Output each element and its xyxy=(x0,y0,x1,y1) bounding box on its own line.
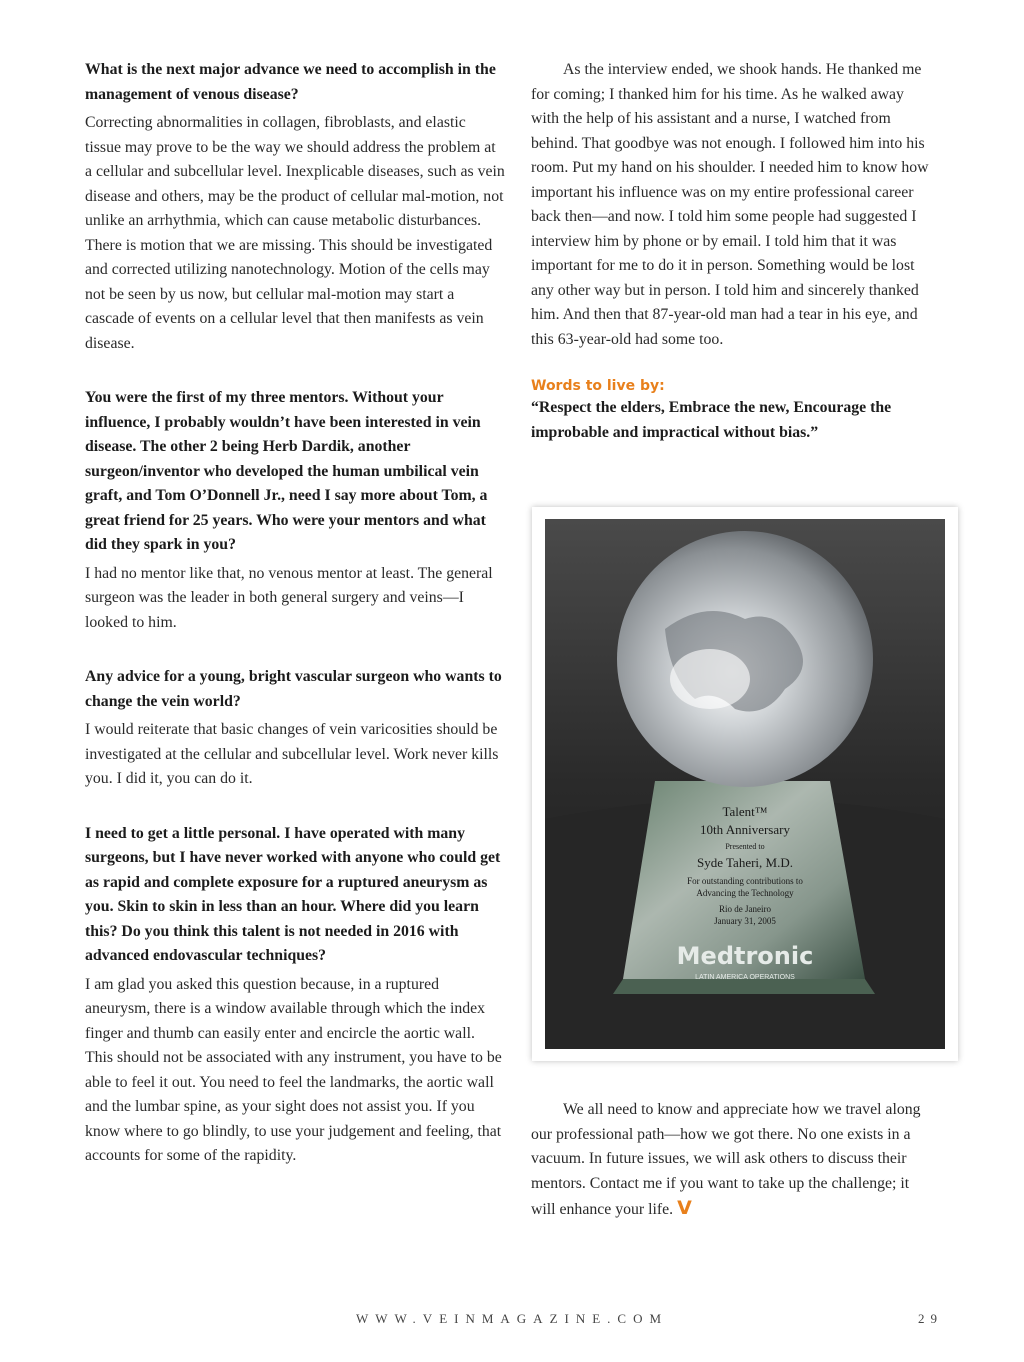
award-line-1: Talent™ xyxy=(722,804,768,819)
right-column-bottom xyxy=(531,1098,931,1223)
page-number: 29 xyxy=(918,1311,943,1326)
left-column xyxy=(85,58,505,1199)
words-to-live-by-label: Words to live by: xyxy=(531,378,665,394)
answer-2: I had no mentor like that, no venous mentor at least. The general surgeon was the leader in both general surgery and veins—I looked to him. xyxy=(85,564,493,631)
answer-1: Correcting abnormalities in collagen, fibroblasts, and elastic tissue may prove to be the way we should address the problem at a cellular and subcellular level. Inexplicable diseases, such as vein disease and others, may be the product of cellular mal-motion, not unlike an arrhythmia, which can cause metabolic disturbances. There is motion that we are missing. This should be investigated and corrected utilizing nanotechnology. Motion of the cells may not be seen by us now, but cellular mal-motion may start a cascade of events on a cellular level that then manifests as vein disease. xyxy=(85,114,505,352)
right-column-top xyxy=(531,58,931,445)
answer-4: I am glad you asked this question because, in a ruptured aneurysm, there is a window available through which the index finger and thumb can easily enter and encircle the aortic wall. This should not be associated with any instrument, you have to be able to feel it out. You need to feel the landmarks, the aortic wall and the lumbar spine, as your sight does not assist you. If you know where to go blindly, to use your judgement and feeling, that accounts for some of the rapidity. xyxy=(85,975,502,1164)
question-2: You were the first of my three mentors. Without your influence, I probably wouldn’t have been interested in vein disease. The other 2 being Herb Dardik, another surgeon/inventor who developed the human umbilical vein graft, and Tom O’Donnell Jr., need I say more about Tom, a great friend for 25 years. Who were your mentors and what did they spark in you? xyxy=(85,389,488,553)
award-line-5: For outstanding contributions to xyxy=(687,876,803,886)
closing-paragraph: As the interview ended, we shook hands. He thanked me for coming; I thanked him for his time. As he walked away with the help of his assistant and a nurse, I watched from behind. That goodbye was not enough. I followed him into his room. Put my hand on his shoulder. I needed him to know how important his influence was on my entire professional career back then—and now. I told him some people had suggested I interview him by phone or by email. I told him that it was important for me to do it in person. Something would be lost any other way but in person. I told him and sincerely thanked him. And then that 87-year-old man had a tear in his eye, and this 63-year-old had some too. xyxy=(531,61,929,348)
answer-3: I would reiterate that basic changes of vein varicosities should be investigated at the cellular and subcellular level. Work never kills you. I did it, you can do it. xyxy=(85,721,499,787)
words-to-live-by-quote: “Respect the elders, Embrace the new, Encourage the improbable and impractical without bias.” xyxy=(531,399,892,441)
trophy-base-facet xyxy=(613,979,875,994)
award-line-7: Rio de Janeiro xyxy=(719,904,771,914)
award-line-4: Syde Taheri, M.D. xyxy=(697,855,793,870)
end-mark-icon: V xyxy=(677,1197,692,1219)
award-photo xyxy=(545,519,945,1049)
qa-block-3 xyxy=(85,665,505,792)
award-line-2: 10th Anniversary xyxy=(700,822,790,837)
award-line-3: Presented to xyxy=(725,842,765,851)
award-line-8: January 31, 2005 xyxy=(714,916,776,926)
final-paragraph xyxy=(531,1098,931,1223)
final-paragraph-text: We all need to know and appreciate how we travel along our professional path—how we got there. No one exists in a vacuum. In future issues, we will ask others to discuss their mentors. Contact me if you want to take up the challenge; it will enhance your life. xyxy=(531,1101,921,1218)
footer-url: WWW.VEINMAGAZINE.COM xyxy=(355,1311,669,1326)
question-3: Any advice for a young, bright vascular surgeon who wants to change the vein world? xyxy=(85,668,502,710)
qa-block-4 xyxy=(85,822,505,1169)
question-4: I need to get a little personal. I have operated with many surgeons, but I have never worked with anyone who could get as rapid and complete exposure for a ruptured aneurysm as you. Skin to skin in less than an hour. Where did you learn this? Do you think this talent is not needed in 2016 with advanced endovascular techniques? xyxy=(85,824,501,964)
question-1: What is the next major advance we need to accomplish in the management of venous disease? xyxy=(85,61,496,103)
award-photo-frame xyxy=(532,507,958,1061)
award-line-6: Advancing the Technology xyxy=(696,888,794,898)
medtronic-brand: Medtronic xyxy=(676,942,814,970)
medtronic-sub: LATIN AMERICA OPERATIONS xyxy=(695,974,795,981)
qa-block-2 xyxy=(85,386,505,635)
qa-block-1 xyxy=(85,58,505,356)
globe-highlight xyxy=(670,649,750,709)
